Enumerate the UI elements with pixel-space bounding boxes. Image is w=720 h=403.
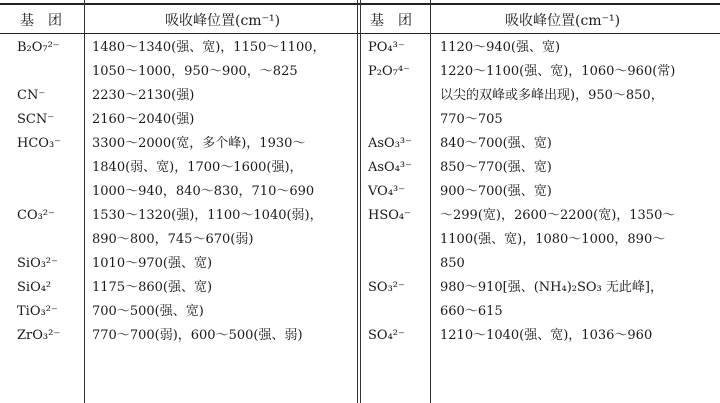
right-absorption-line: 850: [440, 256, 465, 271]
left-group-label: TiO₃²⁻: [17, 304, 58, 319]
left-absorption-line: 1175～860(强、宽): [92, 280, 213, 295]
right-group-label: HSO₄⁻: [368, 208, 411, 223]
center-divider: [357, 0, 358, 403]
right-absorption-line: 980～910[强、(NH₄)₂SO₃ 无此峰]，: [440, 280, 663, 295]
left-absorption-line: 1840(弱、宽)，1700～1600(强)，: [92, 160, 303, 175]
left-absorption-line: 1010～970(强、宽): [92, 256, 213, 271]
left-absorption-line: 1000～940，840～830，710～690: [92, 184, 315, 199]
right-group-label: AsO₄³⁻: [368, 160, 413, 175]
right-group-label: VO₄³⁻: [368, 184, 406, 199]
left-absorption-line: 2160～2040(强): [92, 112, 195, 127]
left-absorption-line: 3300～2000(宽，多个峰)，1930～: [92, 136, 306, 151]
column-divider-right: [430, 0, 431, 403]
left-absorption-line: 1050～1000，950～900，～825: [92, 64, 298, 79]
left-absorption-line: 2230～2130(强): [92, 88, 195, 103]
right-absorption-line: 840～700(强、宽): [440, 136, 552, 151]
right-absorption-line: 660～615: [440, 304, 503, 319]
center-divider-second: [360, 0, 361, 403]
left-group-label: HCO₃⁻: [17, 136, 62, 151]
left-group-label: CN⁻: [17, 88, 46, 103]
right-absorption-line: 770～705: [440, 112, 503, 127]
header-group-right: 基 团: [370, 13, 412, 29]
header-position-right: 吸收峰位置(cm⁻¹): [505, 13, 621, 29]
right-absorption-line: 850～770(强、宽): [440, 160, 552, 175]
right-absorption-line: 1120～940(强、宽): [440, 40, 561, 55]
left-absorption-line: 770～700(弱)，600～500(强、弱): [92, 328, 303, 343]
right-absorption-line: ～299(宽)，2600～2200(宽)，1350～: [440, 208, 676, 223]
right-absorption-line: 900～700(强、宽): [440, 184, 552, 199]
left-group-label: CO₃²⁻: [17, 208, 55, 223]
left-absorption-line: 890～800，745～670(弱): [92, 232, 254, 247]
left-group-label: ZrO₃²⁻: [17, 328, 61, 343]
left-absorption-line: 1530～1320(强)，1100～1040(弱)，: [92, 208, 323, 223]
column-divider-left: [84, 0, 85, 403]
right-group-label: P₂O₇⁴⁻: [368, 64, 410, 79]
right-group-label: SO₃²⁻: [368, 280, 405, 295]
left-group-label: SiO₄²: [17, 280, 52, 295]
left-group-label: SCN⁻: [17, 112, 55, 127]
right-absorption-line: 以尖的双峰或多峰出现)，950～850，: [440, 88, 664, 103]
left-absorption-line: 700～500(强、宽): [92, 304, 204, 319]
header-position-left: 吸收峰位置(cm⁻¹): [165, 13, 281, 29]
right-group-label: PO₄³⁻: [368, 40, 405, 55]
right-group-label: SO₄²⁻: [368, 328, 405, 343]
right-group-label: AsO₃³⁻: [368, 136, 413, 151]
right-absorption-line: 1210～1040(强、宽)，1036～960: [440, 328, 653, 343]
left-absorption-line: 1480～1340(强、宽)，1150～1100，: [92, 40, 326, 55]
header-group-left: 基 团: [20, 13, 62, 29]
left-group-label: B₂O₇²⁻: [17, 40, 60, 55]
left-group-label: SiO₃²⁻: [17, 256, 59, 271]
right-absorption-line: 1220～1100(强、宽)，1060～960(常): [440, 64, 676, 79]
right-absorption-line: 1100(强、宽)，1080～1000，890～: [440, 232, 666, 247]
